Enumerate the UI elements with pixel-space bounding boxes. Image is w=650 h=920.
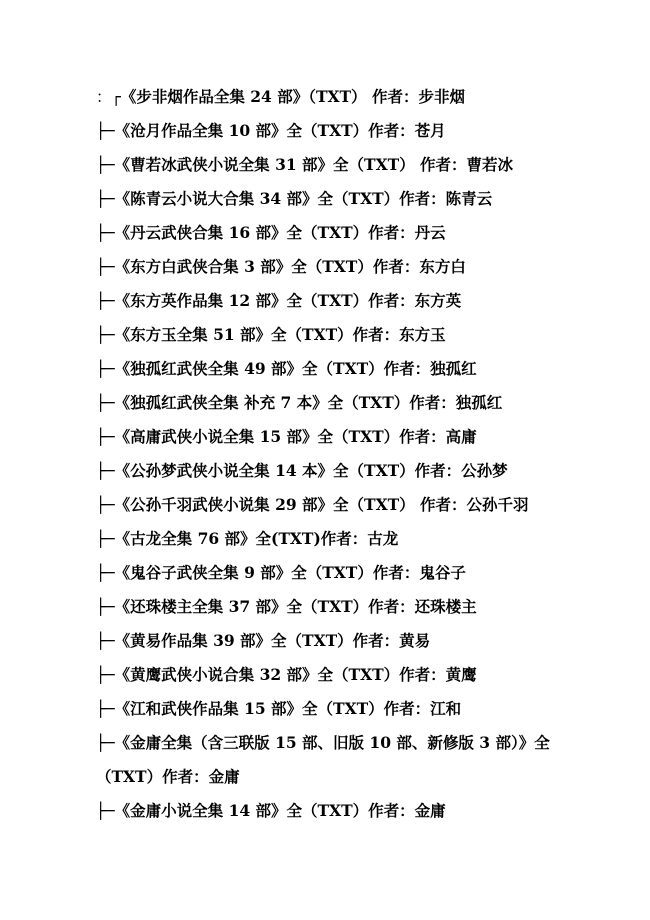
entry-text: 《还珠楼主全集 37 部》全（TXT）作者：还珠楼主	[114, 597, 477, 616]
tree-branch: ├─	[96, 428, 115, 446]
tree-branch: ├─	[96, 802, 115, 820]
tree-branch: ├─	[96, 734, 115, 752]
list-item	[96, 84, 596, 118]
tree-branch: ├─	[96, 156, 115, 174]
entry-text: 《高庸武侠小说全集 15 部》全（TXT）作者：高庸	[114, 427, 477, 446]
entry-text: 《东方英作品集 12 部》全（TXT）作者：东方英	[114, 291, 462, 310]
tree-branch: ├─	[96, 700, 115, 718]
tree-branch: ├─	[96, 666, 115, 684]
entry-text: 《鬼谷子武侠全集 9 部》全（TXT）作者：鬼谷子	[114, 563, 466, 582]
list-item	[96, 322, 596, 356]
list-item	[96, 118, 596, 152]
tree-branch: ├─	[96, 530, 115, 548]
list-item	[96, 662, 596, 696]
list-item	[96, 458, 596, 492]
tree-branch: ├─	[96, 190, 115, 208]
entry-text: 《金庸小说全集 14 部》全（TXT）作者：金庸	[114, 801, 446, 820]
list-item	[96, 424, 596, 458]
list-item	[96, 798, 596, 832]
list-item	[96, 152, 596, 186]
entry-text: 《东方白武侠合集 3 部》全（TXT）作者：东方白	[114, 257, 466, 276]
tree-branch: ├─	[96, 326, 115, 344]
list-item	[96, 390, 596, 424]
list-item	[96, 186, 596, 220]
list-item	[96, 560, 596, 594]
list-item	[96, 356, 596, 390]
tree-branch: ├─	[96, 394, 115, 412]
tree-branch: ├─	[96, 632, 115, 650]
entry-text: （TXT）作者：金庸	[96, 767, 240, 786]
tree-branch: ├─	[96, 360, 115, 378]
entry-text: 《公孙千羽武侠小说集 29 部》全（TXT） 作者：公孙千羽	[114, 495, 529, 514]
list-item	[96, 730, 596, 764]
list-item	[96, 696, 596, 730]
entry-text: 《沧月作品全集 10 部》全（TXT）作者：苍月	[114, 121, 446, 140]
entry-text: 《独孤红武侠全集 49 部》全（TXT）作者：独孤红	[114, 359, 477, 378]
entry-text: 《古龙全集 76 部》全(TXT)作者：古龙	[114, 529, 399, 548]
tree-branch: ├─	[96, 598, 115, 616]
entry-text: 《丹云武侠合集 16 部》全（TXT）作者：丹云	[114, 223, 446, 242]
list-item-continuation	[96, 764, 596, 798]
list-item	[96, 628, 596, 662]
list-item	[96, 220, 596, 254]
entry-text: 《东方玉全集 51 部》全（TXT）作者：东方玉	[114, 325, 446, 344]
entry-text: 《陈青云小说大合集 34 部》全（TXT）作者：陈青云	[114, 189, 493, 208]
tree-branch: ├─	[96, 122, 115, 140]
tree-branch: ：┌	[96, 88, 121, 106]
list-item	[96, 594, 596, 628]
tree-branch: ├─	[96, 462, 115, 480]
tree-branch: ├─	[96, 496, 115, 514]
list-item	[96, 288, 596, 322]
list-item	[96, 254, 596, 288]
entry-text: 《曹若冰武侠小说全集 31 部》全（TXT） 作者：曹若冰	[114, 155, 514, 174]
tree-branch: ├─	[96, 564, 115, 582]
list-item	[96, 492, 596, 526]
tree-branch: ├─	[96, 292, 115, 310]
tree-branch: ├─	[96, 258, 115, 276]
entry-text: 《黄鹰武侠小说合集 32 部》全（TXT）作者：黄鹰	[114, 665, 477, 684]
entry-text: 《独孤红武侠全集 补充 7 本》全（TXT）作者：独孤红	[114, 393, 503, 412]
list-item	[96, 526, 596, 560]
entry-text: 《江和武侠作品集 15 部》全（TXT）作者：江和	[114, 699, 462, 718]
tree-branch: ├─	[96, 224, 115, 242]
entry-text: 《黄易作品集 39 部》全（TXT）作者：黄易	[114, 631, 431, 650]
entry-text: 《金庸全集（含三联版 15 部、旧版 10 部、新修版 3 部）》全	[114, 733, 550, 752]
entry-text: 《步非烟作品全集 24 部》（TXT） 作者：步非烟	[120, 87, 465, 106]
entry-text: 《公孙梦武侠小说全集 14 本》全（TXT）作者：公孙梦	[114, 461, 508, 480]
book-list	[96, 84, 596, 832]
